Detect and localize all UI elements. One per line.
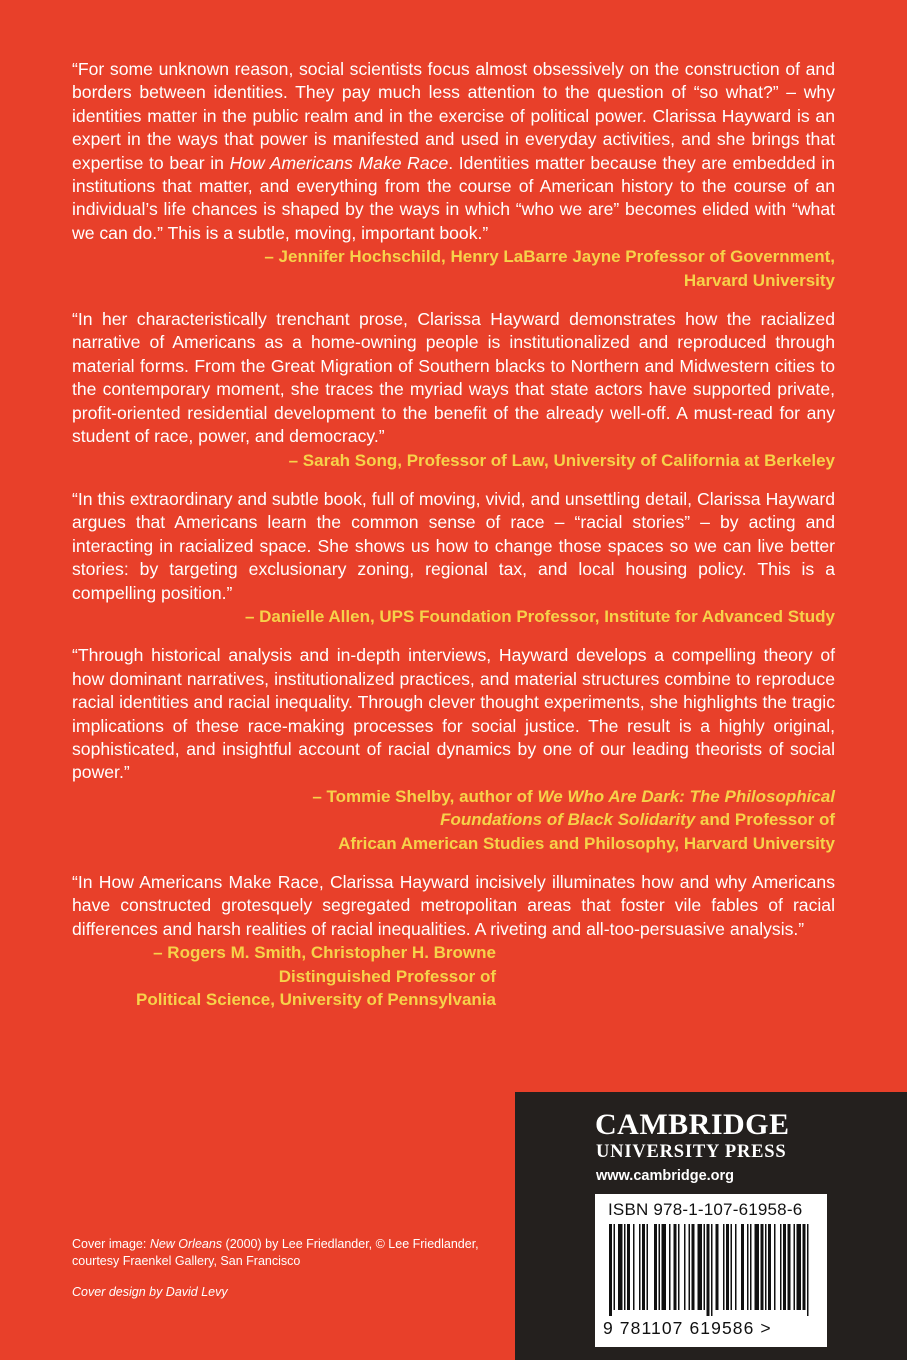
- barcode-bar: [755, 1224, 760, 1310]
- barcode-bar: [692, 1224, 695, 1310]
- blurb-attribution: Distinguished Professor of: [278, 966, 496, 986]
- barcode-bar: [711, 1224, 713, 1316]
- barcode-bar: [707, 1224, 710, 1316]
- book-title: Foundations of Black Solidarity: [440, 810, 696, 830]
- publisher-url: www.cambridge.org: [596, 1168, 735, 1184]
- blurb-attribution: – Danielle Allen, UPS Foundation Professor, Institute for Advanced Study: [244, 606, 835, 626]
- blurb-quote: “For some unknown reason, social scientists focus almost obsessively on the construction of and borders between identities. They pay much less attention to the question of “so what?” – why identities matter in the public realm and in the exercise of political power. Clarissa Hayward is an expert in the ways that power is manifested and used in everyday activities, and she brings that expertise to bear in How Americans Make Race. Identities matter because they are embedded in institutions that matter, and everything from the course of American history to the course of an individual’s life chances is shaped by the ways in which “who we are” becomes elided with “what we can do.” This is a subtle, moving, important book.”: [72, 59, 835, 243]
- barcode-bar: [654, 1224, 657, 1310]
- barcode-bar: [797, 1224, 802, 1310]
- barcode-bar: [689, 1224, 691, 1310]
- blurb-quote: “Through historical analysis and in-depth interviews, Hayward develops a compelling theory of how dominant narratives, institutionalized practices, and material structures combine to reproduce racial identities and racial inequality. Through clever thought experiments, she highlights the tragic implications of these race-making processes for social justice. The result is a highly original, sophisticated, and insightful account of racial dynamics by one of our leading theorists of social power.”: [72, 645, 835, 783]
- barcode-bar: [794, 1224, 796, 1310]
- publisher-panel: [515, 1092, 907, 1360]
- blurb-hochschild: [72, 58, 835, 292]
- barcode-bar: [662, 1224, 667, 1310]
- barcode-bar: [807, 1224, 809, 1316]
- barcode-bar: [735, 1224, 737, 1310]
- barcode-bar: [723, 1224, 725, 1310]
- blurb-smith: [72, 871, 835, 1011]
- barcode-bar: [642, 1224, 645, 1310]
- blurb-attribution: – Jennifer Hochschild, Henry LaBarre Jayne Professor of Government,: [264, 247, 835, 267]
- barcode-bar: [659, 1224, 661, 1310]
- barcode-bar: [803, 1224, 806, 1310]
- publisher-subname: UNIVERSITY PRESS: [596, 1142, 787, 1162]
- blurb-allen: [72, 488, 835, 628]
- back-cover-blurbs: [72, 58, 835, 1027]
- barcode-bar: [609, 1224, 612, 1316]
- barcode-box: [595, 1194, 827, 1347]
- blurb-attribution: – Tommie Shelby, author of We Who Are Dark: The Philosophical: [312, 786, 835, 806]
- barcode-bar: [669, 1224, 671, 1310]
- barcode-bar: [716, 1224, 719, 1310]
- isbn-label: ISBN 978-1-107-61958-6: [608, 1200, 803, 1219]
- barcode-bar: [741, 1224, 744, 1310]
- blurb-attribution: – Rogers M. Smith, Christopher H. Browne: [153, 943, 496, 963]
- blurb-shelby: [72, 644, 835, 855]
- cover-design-credit: Cover design by David Levy: [72, 1285, 228, 1299]
- barcode-bar: [747, 1224, 749, 1310]
- blurb-quote: “In How Americans Make Race, Clarissa Hayward incisively illuminates how and why Americans have constructed grotesquely segregated metropolitan areas that foster vile fables of racial differences and harsh realities of racial inequalities. A riveting and all-too-persuasive analysis.”: [72, 872, 835, 939]
- barcode-bar: [678, 1224, 680, 1310]
- cover-image-credit: Cover image: New Orleans (2000) by Lee Friedlander, © Lee Friedlander, courtesy Fraenkel Gallery, San Francisco: [72, 1237, 479, 1268]
- barcode-bar: [647, 1224, 649, 1310]
- publisher-name: CAMBRIDGE: [595, 1108, 790, 1141]
- barcode-bar: [618, 1224, 623, 1310]
- barcode-bar: [627, 1224, 630, 1310]
- blurb-attribution: – Sarah Song, Professor of Law, University of California at Berkeley: [288, 450, 835, 470]
- blurb-quote: “In her characteristically trenchant prose, Clarissa Hayward demonstrates how the racialized narrative of Americans as a home-owning people is institutionalized and reproduced through material forms. From the Great Migration of Southern blacks to Northern and Midwestern cities to the contemporary moment, she traces the myriad ways that state actors have supported private, profit-oriented residential development to the benefit of the already well-off. A must-read for any student of race, power, and democracy.”: [72, 309, 835, 447]
- barcode-bar: [780, 1224, 782, 1310]
- blurb-attribution: African American Studies and Philosophy, Harvard University: [338, 833, 835, 853]
- barcode-bar: [624, 1224, 626, 1310]
- barcode-bar: [698, 1224, 703, 1310]
- barcode-bar: [761, 1224, 764, 1310]
- blurb-attribution: Foundations of Black Solidarity and Professor of: [440, 810, 835, 830]
- barcode-bar: [768, 1224, 771, 1310]
- book-title: How Americans Make Race: [229, 152, 449, 173]
- blurb-quote: “In this extraordinary and subtle book, full of moving, vivid, and unsettling detail, Clarissa Hayward argues that Americans learn the common sense of race – “racial stories” – by acting and interacting in racialized space. She shows us how to change those spaces so we can live better stories: by targeting exclusionary zoning, regional tax, and local housing policy. This is a compelling position.”: [72, 488, 835, 603]
- blurb-song: [72, 308, 835, 472]
- barcode-bar: [633, 1224, 635, 1310]
- blurb-attribution: Harvard University: [683, 270, 835, 290]
- barcode-bar: [704, 1224, 706, 1310]
- barcode-bar: [783, 1224, 786, 1310]
- blurb-attribution: Political Science, University of Pennsylvania: [136, 990, 496, 1010]
- barcode-bar: [731, 1224, 733, 1310]
- barcode-bar: [765, 1224, 767, 1310]
- barcode-bar: [684, 1224, 686, 1310]
- cover-credits: [72, 1236, 502, 1301]
- barcode-bar: [774, 1224, 776, 1310]
- barcode-bar: [750, 1224, 752, 1310]
- barcode-bar: [726, 1224, 729, 1310]
- barcode-bar: [674, 1224, 677, 1310]
- barcode-bar: [788, 1224, 791, 1310]
- barcode-bar: [639, 1224, 641, 1310]
- barcode-bar: [614, 1224, 616, 1310]
- barcode-number: 9 781107 619586 >: [603, 1318, 772, 1338]
- book-title: We Who Are Dark: The Philosophical: [537, 786, 835, 806]
- barcode-icon: [609, 1224, 813, 1316]
